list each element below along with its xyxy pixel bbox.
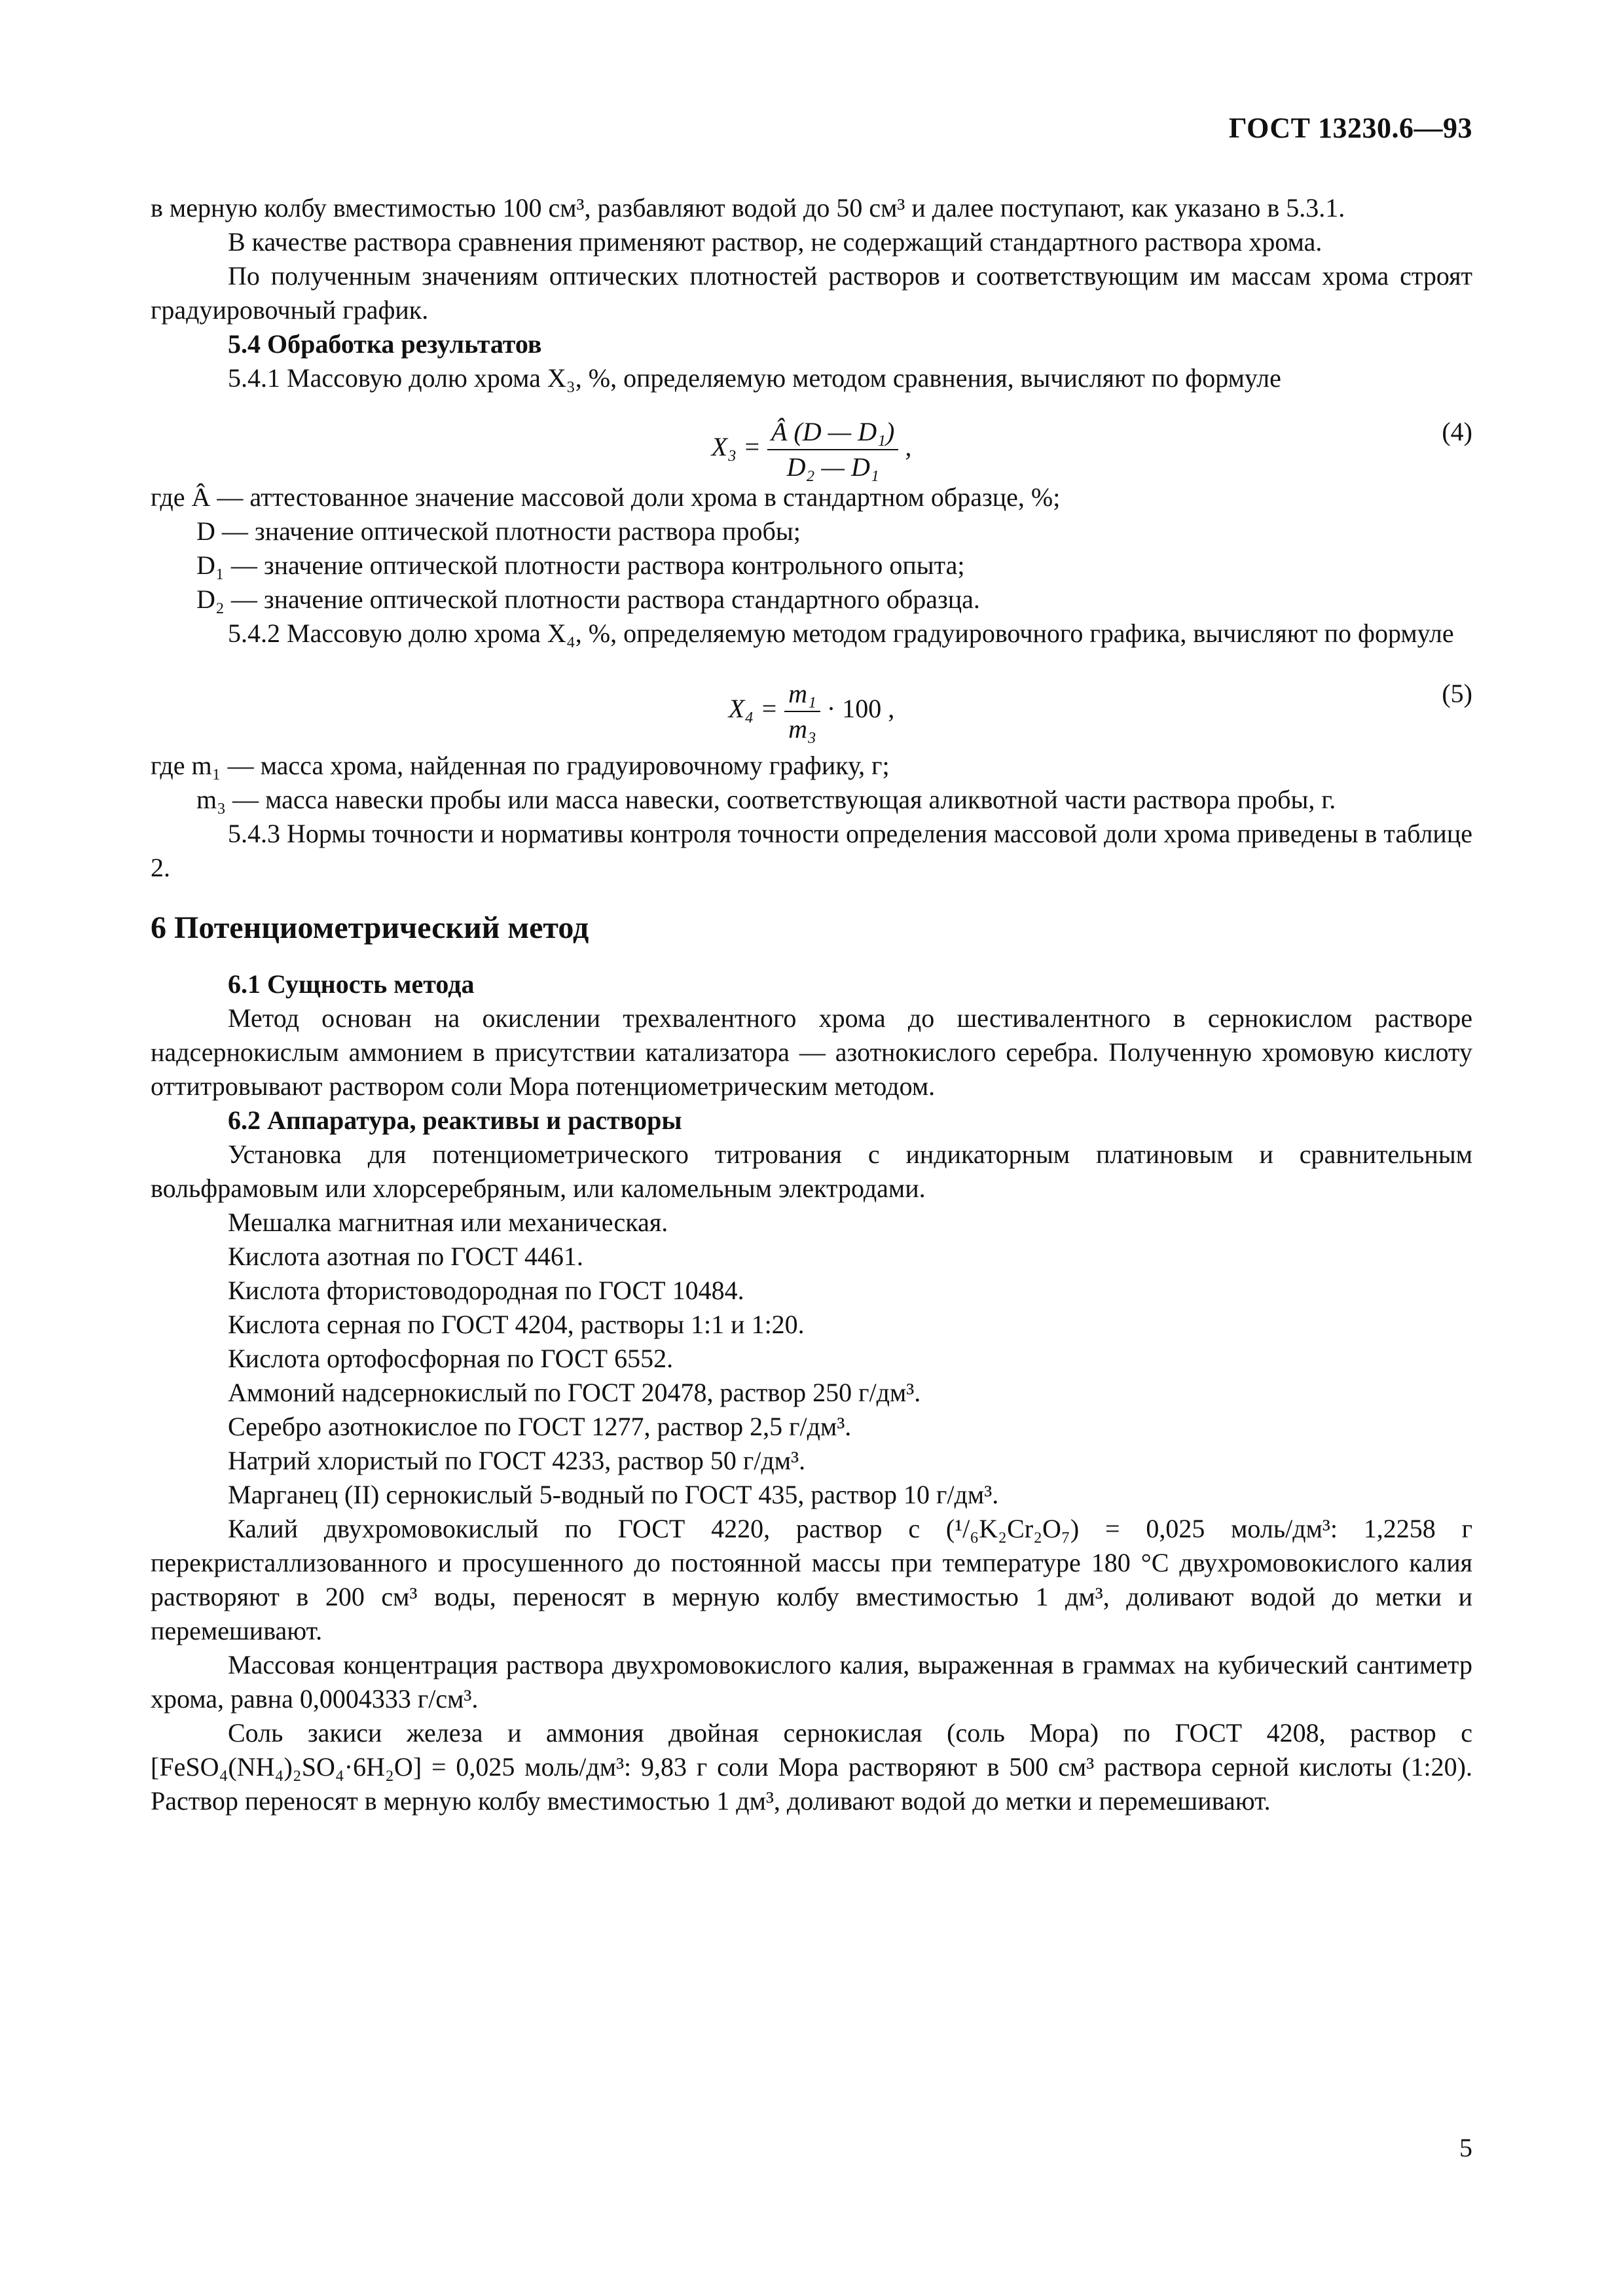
- formula-4-denominator: D₂ — D₁: [786, 452, 879, 482]
- reagent-item: Кислота азотная по ГОСТ 4461.: [228, 1242, 583, 1271]
- where-item: [151, 749, 1472, 783]
- where-item: [151, 480, 1472, 514]
- formula-5-tail: · 100 ,: [826, 694, 895, 724]
- paragraph: Метод основан на окислении трехвалентного хрома до шестивалентного в сернокислом растворе надсернокислым аммонием в присутствии катализатора — азотнокислого серебра. Полученную хромовую кислоту оттитровывают раствором соли Мора потенциометрическим методом.: [151, 1003, 1472, 1101]
- reagent-item: Массовая концентрация раствора двухромовокислого калия, выраженная в граммах на кубический сантиметр хрома, равна 0,0004333 г/см³.: [151, 1650, 1472, 1713]
- reagent-item: Кислота серная по ГОСТ 4204, растворы 1:1 и 1:20.: [228, 1310, 805, 1339]
- where-item: [151, 514, 1472, 548]
- where-text: аттестованное значение массовой доли хрома в стандартном образце, %;: [249, 482, 1061, 512]
- section-heading-6: 6 Потенциометрический метод: [151, 910, 589, 945]
- formula-4-expression: [151, 415, 1472, 484]
- section-heading-6-1: 6.1 Сущность метода: [228, 969, 475, 999]
- where-text: значение оптической плотности раствора стандартного образца.: [263, 584, 980, 614]
- formula-4-left: X₃ =: [711, 432, 761, 462]
- where-item: [151, 548, 1472, 583]
- formula-5-number: (5): [1442, 679, 1472, 708]
- reagent-item: Аммоний надсернокислый по ГОСТ 20478, раствор 250 г/дм³.: [228, 1378, 921, 1407]
- document-code-header: ГОСТ 13230.6—93: [1228, 112, 1472, 144]
- reagent-item: Кислота ортофосфорная по ГОСТ 6552.: [228, 1344, 674, 1373]
- formula-5: [151, 651, 1472, 749]
- reagent-item: Соль закиси железа и аммония двойная сернокислая (соль Мора) по ГОСТ 4208, раствор c [FeSO₄(NH₄)₂SO₄·6H₂O] = 0,025 моль/дм³: 9,83 г соли Мора растворяют в 500 см³ раствора серной кислоты (1:20). Раствор переносят в мерную колбу вместимостью 1 дм³, доливают водой до метки и перемешивают.: [151, 1718, 1472, 1816]
- paragraph: в мерную колбу вместимостью 100 см³, разбавляют водой до 50 см³ и далее поступают, как указано в 5.3.1.: [151, 193, 1345, 223]
- formula-5-denominator: m₃: [788, 714, 816, 744]
- reagent-item: Установка для потенциометрического титрования с индикаторным платиновым и сравнительным вольфрамовым или хлорсеребряным, или каломельным электродами.: [151, 1139, 1472, 1203]
- document-body: [151, 191, 1472, 1818]
- page-number: 5: [1459, 2133, 1472, 2162]
- where-item: [151, 783, 1472, 817]
- paragraph: В качестве раствора сравнения применяют раствор, не содержащий стандартного раствора хрома.: [228, 227, 1322, 257]
- section-heading-5-4: 5.4 Обработка результатов: [228, 329, 542, 359]
- where-label: m₃ —: [196, 785, 259, 814]
- formula-4-number: (4): [1442, 417, 1472, 446]
- paragraph: 5.4.2 Массовую долю хрома X₄, %, определяемую методом градуировочного графика, вычисляют по формуле: [228, 619, 1454, 648]
- where-item: [151, 583, 1472, 617]
- formula-5-expression: [151, 677, 1472, 746]
- where-text: значение оптической плотности раствора пробы;: [254, 516, 801, 546]
- reagent-item: Калий двухромовокислый по ГОСТ 4220, раствор c (¹/₆K₂Cr₂O₇) = 0,025 моль/дм³: 1,2258 г перекристаллизованного и просушенного до постоянной массы при температуре 180 °C двухромовокислого калия растворяют в 200 см³ воды, переносят в мерную колбу вместимостью 1 дм³, доливают водой до метки и перемешивают.: [151, 1514, 1472, 1645]
- formula-5-fraction: [784, 677, 820, 746]
- where-label: D₁ —: [196, 550, 257, 580]
- formula-4-tail: ,: [905, 432, 912, 462]
- reagent-item: Натрий хлористый по ГОСТ 4233, раствор 50 г/дм³.: [228, 1446, 806, 1475]
- where-label: D₂ —: [196, 584, 257, 614]
- where-label: D —: [196, 516, 248, 546]
- where-label: где Â —: [151, 482, 244, 512]
- reagent-item: Кислота фтористоводородная по ГОСТ 10484.: [228, 1276, 744, 1305]
- formula-4-fraction: [767, 415, 898, 484]
- reagent-item: Серебро азотнокислое по ГОСТ 1277, раствор 2,5 г/дм³.: [228, 1412, 852, 1441]
- paragraph: 5.4.1 Массовую долю хрома X₃, %, определяемую методом сравнения, вычисляют по формуле: [228, 363, 1281, 393]
- where-text: масса навески пробы или масса навески, соответствующая аликвотной части раствора пробы, г.: [265, 785, 1336, 814]
- formula-4: [151, 395, 1472, 480]
- formula-5-numerator: m₁: [784, 677, 820, 712]
- formula-4-numerator: Â (D — D₁): [767, 415, 898, 450]
- section-heading-6-2: 6.2 Аппаратура, реактивы и растворы: [228, 1105, 682, 1135]
- where-label: где m₁ —: [151, 751, 254, 780]
- formula-5-left: X₄ =: [728, 694, 778, 724]
- reagent-item: Мешалка магнитная или механическая.: [228, 1208, 668, 1237]
- paragraph: По полученным значениям оптических плотностей растворов и соответствующим им массам хрома строят градуировочный график.: [151, 261, 1472, 325]
- paragraph: 5.4.3 Нормы точности и нормативы контроля точности определения массовой доли хрома приведены в таблице 2.: [151, 819, 1472, 882]
- reagent-item: Марганец (II) сернокислый 5-водный по ГОСТ 435, раствор 10 г/дм³.: [228, 1480, 999, 1509]
- where-text: масса хрома, найденная по градуировочному графику, г;: [260, 751, 890, 780]
- where-text: значение оптической плотности раствора контрольного опыта;: [263, 550, 965, 580]
